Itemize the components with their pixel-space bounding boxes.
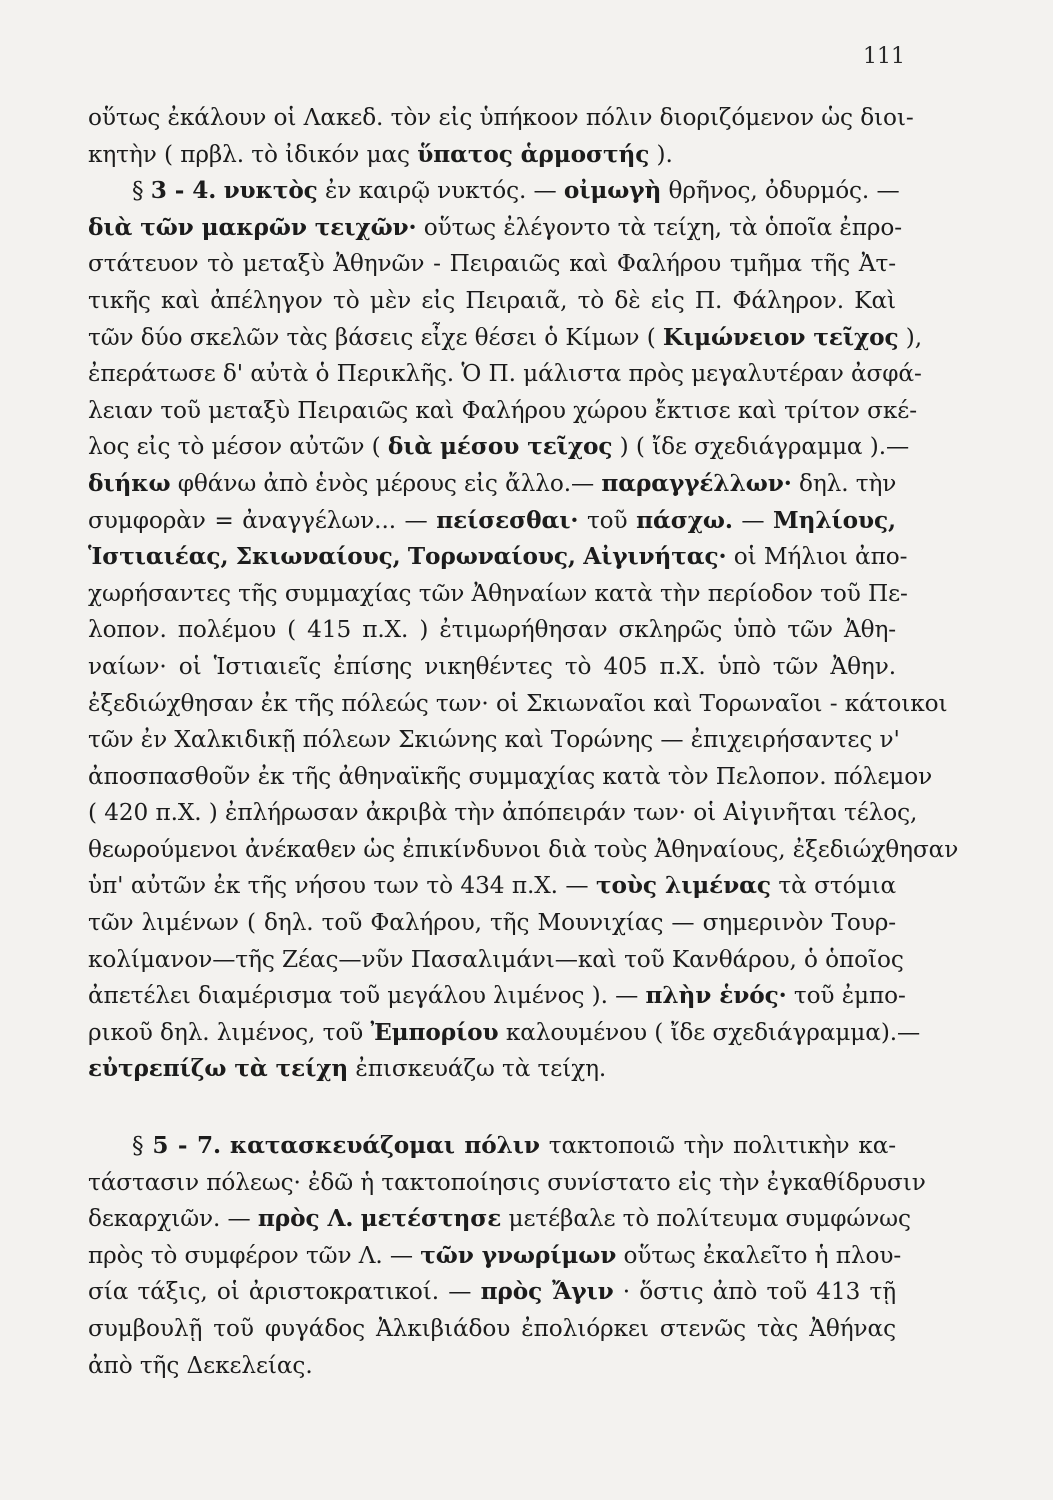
bold-term: διὰ μέσου τεῖχος — [387, 433, 613, 461]
text-line: οὕτως ἐκάλουν οἱ Λακεδ. τὸν εἰς ὑπήκοον πόλιν διοριζόμενον ὡς διοι- — [88, 104, 914, 131]
text-line: τῶν ἐν Χαλκιδικῇ πόλεων Σκιώνης καὶ Τορώνης — ἐπιχειρήσαντες ν' — [88, 726, 900, 754]
bold-term: Σκιωναίους, — [235, 543, 401, 571]
section-spacer — [88, 1088, 896, 1128]
bold-term: πείσεσθαι· — [436, 506, 579, 534]
paragraph-section-3-4 — [88, 173, 959, 1088]
text-line: ναίων· οἱ Ἱστιαιεῖς ἐπίσης νικηθέντες τὸ 405 π.Χ. ὑπὸ τῶν Ἀθην. — [88, 652, 896, 680]
text-line: τικῆς καὶ ἀπέληγον τὸ μὲν εἰς Πειραιᾶ, τὸ δὲ εἰς Π. Φάληρον. Καὶ — [88, 286, 896, 314]
text-line: ἐξεδιώχθησαν ἐκ τῆς πόλεώς των· οἱ Σκιωναῖοι καὶ Τορωναῖοι - κάτοικοι — [88, 689, 948, 717]
text-line: στάτευον τὸ μεταξὺ Ἀθηνῶν - Πειραιῶς καὶ Φαλήρου τμῆμα τῆς Ἀτ- — [88, 250, 896, 278]
bold-term: Ἱστιαιέας, — [88, 543, 229, 571]
text-line: § 5 - 7. κατασκευάζομαι πόλιν τακτοποιῶ τὴν πολιτικὴν κα- — [132, 1132, 897, 1160]
text-line: σία τάξις, οἱ ἀριστοκρατικοί. — πρὸς Ἄγιν · ὅστις ἀπὸ τοῦ 413 τῇ — [88, 1278, 896, 1306]
commentary-text — [88, 100, 959, 1384]
paragraph-1 — [88, 100, 914, 173]
text-line: ἀποσπασθοῦν ἐκ τῆς ἀθηναϊκῆς συμμαχίας κατὰ τὸν Πελοπον. πόλεμον — [88, 762, 933, 790]
bold-term: πάσχω. — [636, 506, 733, 534]
bold-term: Κιμώνειον τεῖχος — [662, 323, 899, 351]
text-line: ὑπ' αὐτῶν ἐκ τῆς νήσου των τὸ 434 π.Χ. — τοὺς λιμένας τὰ στόμια — [88, 872, 897, 900]
text-line: Ἱστιαιέας, Σκιωναίους, Τορωναίους, Αἰγινήτας· οἱ Μήλιοι ἀπο- — [88, 543, 908, 571]
text-line: διήκω φθάνω ἀπὸ ἑνὸς μέρους εἰς ἄλλο.— παραγγέλλων· δηλ. τὴν — [88, 469, 897, 497]
bold-term: πρὸς Λ. — [257, 1205, 354, 1233]
bold-term: εὐτρεπίζω τὰ τείχη — [88, 1055, 349, 1083]
paragraph-section-5-7 — [88, 1128, 926, 1384]
bold-term: οἰμωγὴ — [563, 177, 662, 205]
bold-term: νυκτὸς — [223, 177, 318, 205]
page-number: 111 — [863, 44, 905, 69]
text-line: εὐτρεπίζω τὰ τείχη ἐπισκευάζω τὰ τείχη. — [88, 1055, 607, 1083]
bold-term: πλὴν ἑνός· — [645, 982, 787, 1010]
text-line: κητὴν ( πρβλ. τὸ ἰδικόν μας ὕπατος ἁρμοστής ). — [88, 140, 673, 168]
text-line: ρικοῦ δηλ. λιμένος, τοῦ Ἐμπορίου καλουμένου ( ἴδε σχεδιάγραμμα).— — [88, 1018, 921, 1046]
text-line: § 3 - 4. νυκτὸς ἐν καιρῷ νυκτός. — οἰμωγὴ θρῆνος, ὀδυρμός. — — [132, 177, 900, 205]
bold-term: κατασκευάζομαι πόλιν — [229, 1132, 540, 1160]
text-line: δεκαρχιῶν. — πρὸς Λ. μετέστησε μετέβαλε τὸ πολίτευμα συμφώνως — [88, 1205, 911, 1233]
text-line: λος εἰς τὸ μέσον αὐτῶν ( διὰ μέσου τεῖχος ) ( ἴδε σχεδιάγραμμα ).— — [88, 433, 910, 461]
text-line: θεωρούμενοι ἀνέκαθεν ὡς ἐπικίνδυνοι διὰ τοὺς Ἀθηναίους, ἐξεδιώχθησαν — [88, 835, 959, 863]
text-line: τῶν λιμένων ( δηλ. τοῦ Φαλήρου, τῆς Μουνιχίας — σημερινὸν Τουρ- — [88, 909, 896, 937]
text-line: συμβουλῇ τοῦ φυγάδος Ἀλκιβιάδου ἐπολιόρκει στενῶς τὰς Ἀθήνας — [88, 1315, 896, 1342]
bold-term: ὕπατος ἁρμοστής — [417, 140, 650, 168]
text-line: κολίμανον—τῆς Ζέας—νῦν Πασαλιμάνι—καὶ τοῦ Κανθάρου, ὁ ὁποῖος — [88, 945, 904, 973]
text-line: ( 420 π.Χ. ) ἐπλήρωσαν ἀκριβὰ τὴν ἀπόπειράν των· οἱ Αἰγινῆται τέλος, — [88, 799, 918, 827]
bold-term: πρὸς Ἄγιν — [480, 1278, 614, 1306]
text-line: ἐπεράτωσε δ' αὐτὰ ὁ Περικλῆς. Ὁ Π. μάλιστα πρὸς μεγαλυτέραν ἀσφά- — [88, 360, 922, 388]
bold-term: διήκω — [88, 469, 171, 497]
text-line: ἀπὸ τῆς Δεκελείας. — [88, 1351, 313, 1379]
bold-term: Αἰγινήτας· — [583, 543, 727, 571]
text-line: λειαν τοῦ μεταξὺ Πειραιῶς καὶ Φαλήρου χώρου ἔκτισε καὶ τρίτον σκέ- — [88, 396, 917, 424]
bold-term: μετέστησε — [360, 1205, 502, 1233]
text-line: τῶν δύο σκελῶν τὰς βάσεις εἶχε θέσει ὁ Κίμων ( Κιμώνειον τεῖχος ), — [88, 323, 923, 351]
bold-term: 5 - 7. — [152, 1132, 221, 1160]
text-line: λοπον. πολέμου ( 415 π.Χ. ) ἐτιμωρήθησαν σκληρῶς ὑπὸ τῶν Ἀθη- — [88, 616, 896, 644]
text-line: τάστασιν πόλεως· ἐδῶ ἡ τακτοποίησις συνίστατο εἰς τὴν ἐγκαθίδρυσιν — [88, 1168, 926, 1196]
bold-term: διὰ τῶν μακρῶν τειχῶν· — [88, 213, 417, 241]
bold-term: τοὺς λιμένας — [595, 872, 771, 900]
text-line: συμφορὰν = ἀναγγέλων... — πείσεσθαι· τοῦ πάσχω. — Μηλίους, — [88, 506, 896, 534]
text-line: χωρήσαντες τῆς συμμαχίας τῶν Ἀθηναίων κατὰ τὴν περίοδον τοῦ Πε- — [88, 579, 908, 607]
bold-term: Τορωναίους, — [407, 543, 576, 571]
bold-term: Μηλίους, — [773, 506, 896, 534]
bold-term: τῶν γνωρίμων — [420, 1241, 617, 1269]
text-line: πρὸς τὸ συμφέρον τῶν Λ. — τῶν γνωρίμων οὕτως ἐκαλεῖτο ἡ πλου- — [88, 1241, 902, 1269]
text-line: διὰ τῶν μακρῶν τειχῶν· οὕτως ἐλέγοντο τὰ τείχη, τὰ ὁποῖα ἐπρο- — [88, 213, 902, 241]
bold-term: Ἐμπορίου — [370, 1018, 499, 1046]
bold-term: παραγγέλλων· — [601, 469, 792, 497]
bold-term: 3 - 4. — [150, 177, 217, 205]
text-line: ἀπετέλει διαμέρισμα τοῦ μεγάλου λιμένος ). — πλὴν ἑνός· τοῦ ἐμπο- — [88, 982, 906, 1010]
